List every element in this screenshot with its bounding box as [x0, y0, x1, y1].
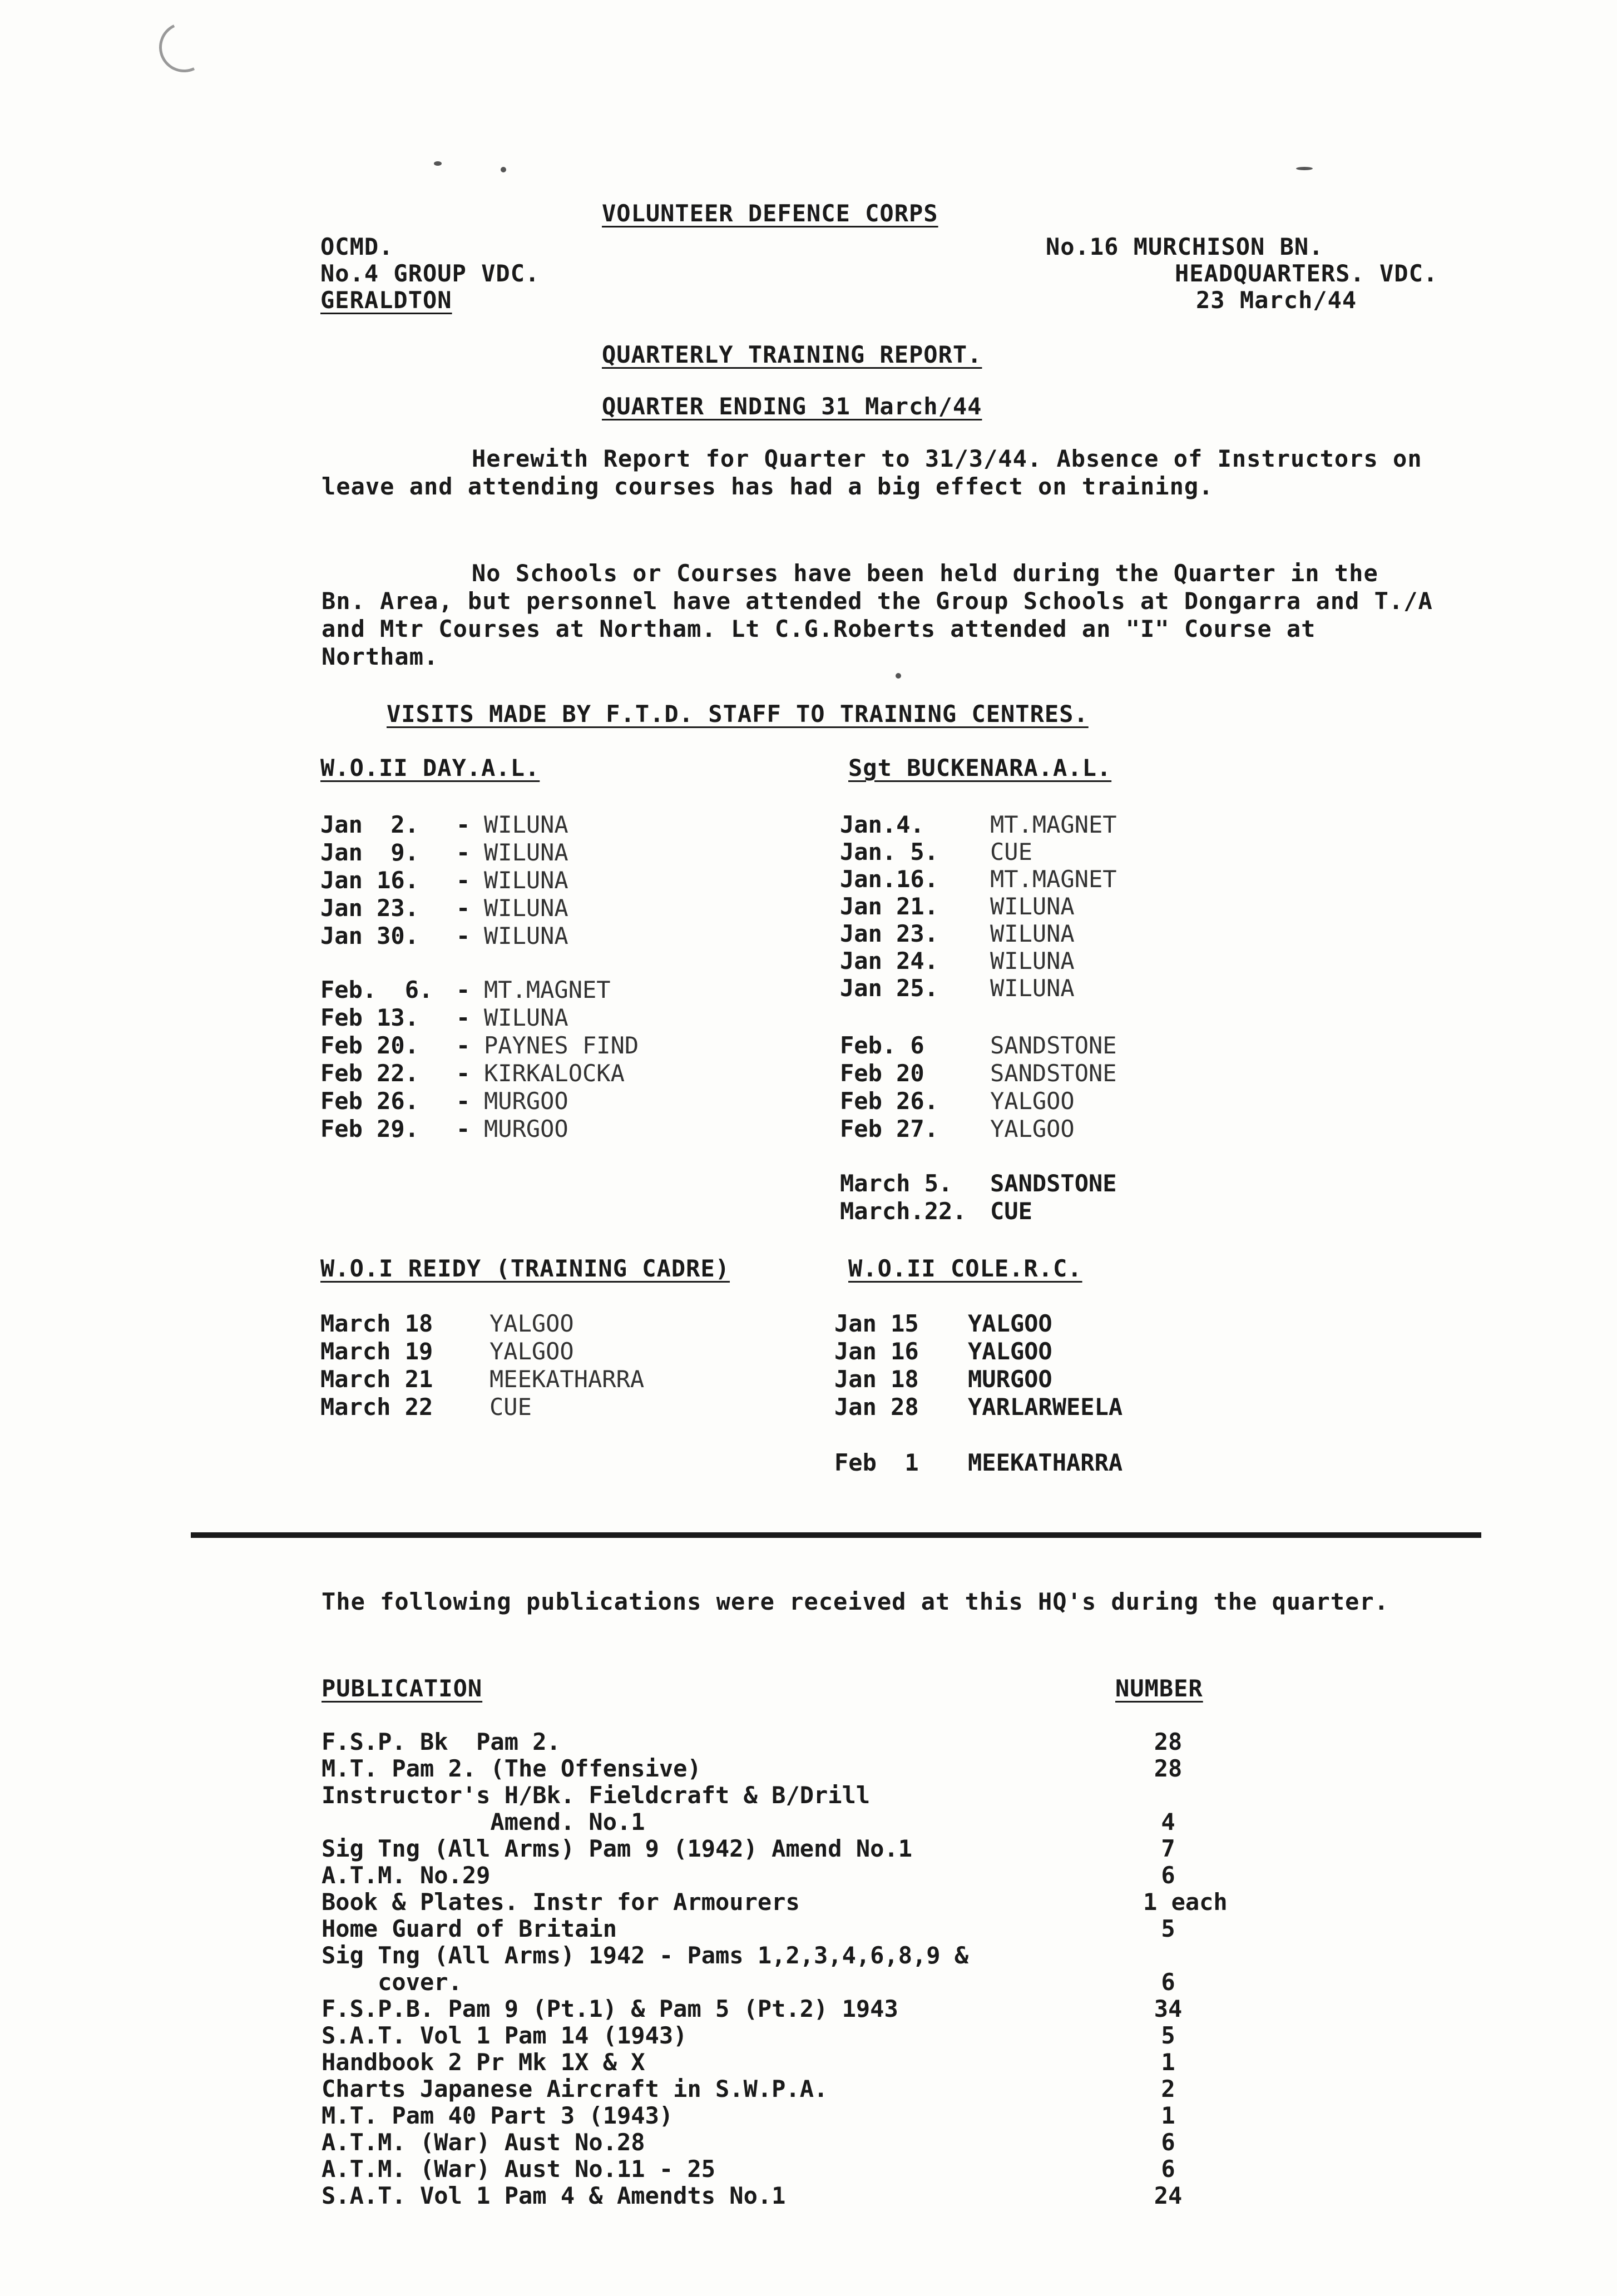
visit-date: Feb. 6. — [320, 976, 433, 1003]
visit-date: Feb 20 — [840, 1060, 924, 1087]
publication-title: Book & Plates. Instr for Armourers — [322, 1888, 800, 1916]
visit-place: WILUNA — [990, 893, 1075, 920]
visit-date: Feb 27. — [840, 1115, 939, 1142]
paragraph-1: Herewith Report for Quarter to 31/3/44. Absence of Instructors on leave and attending courses has had a big effect on training. — [322, 445, 1422, 500]
visit-separator: - — [456, 922, 471, 949]
visit-date: Feb 26. — [840, 1087, 939, 1115]
visit-place: CUE — [990, 1198, 1032, 1225]
visit-separator: - — [456, 811, 471, 838]
visit-date: Jan 16 — [834, 1338, 919, 1365]
publication-number: 1 each — [1143, 1888, 1228, 1916]
punch-hole-mark — [152, 15, 216, 79]
publication-title: Home Guard of Britain — [322, 1915, 617, 1942]
visit-date: Jan 24. — [840, 947, 939, 974]
publication-number: 6 — [1161, 1968, 1175, 1996]
speck — [1296, 167, 1313, 170]
visit-place: WILUNA — [484, 867, 568, 894]
report-title: QUARTERLY TRAINING REPORT. — [602, 341, 982, 368]
publication-title: S.A.T. Vol 1 Pam 14 (1943) — [322, 2022, 688, 2049]
visit-date: Jan 25. — [840, 974, 939, 1002]
publication-title: M.T. Pam 2. (The Offensive) — [322, 1755, 701, 1782]
visit-date: Jan 23. — [840, 920, 939, 947]
publication-column-header: PUBLICATION — [322, 1675, 483, 1702]
visit-date: Feb. 6 — [840, 1032, 924, 1059]
publication-title: S.A.T. Vol 1 Pam 4 & Amendts No.1 — [322, 2182, 786, 2209]
publication-title: Handbook 2 Pr Mk 1X & X — [322, 2048, 645, 2076]
visit-place: YARLARWEELA — [968, 1393, 1123, 1421]
header-right-line-1: No.16 MURCHISON BN. — [1046, 233, 1324, 260]
speck — [501, 167, 506, 172]
visit-date: March 19 — [320, 1338, 433, 1365]
visit-separator: - — [456, 1032, 471, 1059]
visit-place: YALGOO — [489, 1338, 574, 1365]
visit-place: SANDSTONE — [990, 1170, 1117, 1197]
visit-date: Jan 18 — [834, 1365, 919, 1393]
visit-date: Feb 22. — [320, 1060, 419, 1087]
report-subtitle: QUARTER ENDING 31 March/44 — [602, 393, 982, 420]
publication-title: cover. — [322, 1968, 462, 1996]
publication-title: A.T.M. (War) Aust No.11 - 25 — [322, 2155, 716, 2183]
visit-place: PAYNES FIND — [484, 1032, 639, 1059]
visit-date: Jan 15 — [834, 1310, 919, 1337]
visit-date: March 21 — [320, 1365, 433, 1393]
visit-place: WILUNA — [484, 922, 568, 949]
visit-place: WILUNA — [484, 894, 568, 922]
visit-separator: - — [456, 976, 471, 1003]
publication-title: Sig Tng (All Arms) Pam 9 (1942) Amend No.1 — [322, 1835, 913, 1862]
speck — [896, 673, 901, 679]
publication-title: Amend. No.1 — [322, 1808, 645, 1835]
visit-date: Jan. 5. — [840, 838, 939, 865]
visit-separator: - — [456, 1004, 471, 1031]
publication-number: 28 — [1154, 1728, 1183, 1755]
header-left-line-3: GERALDTON — [320, 286, 452, 314]
visit-date: Jan 16. — [320, 867, 419, 894]
publication-number: 7 — [1161, 1835, 1175, 1862]
visit-date: Jan 28 — [834, 1393, 919, 1421]
visit-date: Jan.4. — [840, 811, 924, 838]
visit-date: Feb 29. — [320, 1115, 419, 1142]
publication-number: 5 — [1161, 1915, 1175, 1942]
visit-date: Jan.16. — [840, 865, 939, 893]
publication-number: 6 — [1161, 1862, 1175, 1889]
visit-separator: - — [456, 1060, 471, 1087]
visit-place: MURGOO — [968, 1365, 1052, 1393]
visit-date: Jan 9. — [320, 839, 419, 866]
publication-title: A.T.M. (War) Aust No.28 — [322, 2129, 645, 2156]
visit-date: Feb 20. — [320, 1032, 419, 1059]
visit-date: Jan 2. — [320, 811, 419, 838]
publication-title: Sig Tng (All Arms) 1942 - Pams 1,2,3,4,6,8,9 & — [322, 1942, 969, 1969]
visit-place: YALGOO — [968, 1310, 1052, 1337]
visit-place: CUE — [990, 838, 1032, 865]
publication-number: 24 — [1154, 2182, 1183, 2209]
publication-number: 28 — [1154, 1755, 1183, 1782]
publication-number: 4 — [1161, 1808, 1175, 1835]
visit-separator: - — [456, 867, 471, 894]
publication-number: 6 — [1161, 2155, 1175, 2183]
visit-place: YALGOO — [990, 1087, 1075, 1115]
header-left-line-2: No.4 GROUP VDC. — [320, 260, 540, 287]
header-left-line-1: OCMD. — [320, 233, 394, 260]
visit-date: Jan 21. — [840, 893, 939, 920]
visit-separator: - — [456, 894, 471, 922]
visit-date: March 18 — [320, 1310, 433, 1337]
visit-place: SANDSTONE — [990, 1032, 1117, 1059]
publication-number: 1 — [1161, 2102, 1175, 2129]
corps-heading: VOLUNTEER DEFENCE CORPS — [602, 200, 938, 227]
visit-place: WILUNA — [484, 811, 568, 838]
visit-place: MURGOO — [484, 1115, 568, 1142]
publication-title: Charts Japanese Aircraft in S.W.P.A. — [322, 2075, 828, 2102]
publication-number: 6 — [1161, 2129, 1175, 2156]
section-divider — [191, 1532, 1481, 1538]
publication-number: 5 — [1161, 2022, 1175, 2049]
visit-date: March.22. — [840, 1198, 967, 1225]
visit-place: KIRKALOCKA — [484, 1060, 625, 1087]
header-right-line-3: 23 March/44 — [1196, 286, 1357, 314]
visit-place: YALGOO — [968, 1338, 1052, 1365]
visit-separator: - — [456, 1115, 471, 1142]
visit-date: Jan 23. — [320, 894, 419, 922]
visit-place: WILUNA — [990, 947, 1075, 974]
publication-title: F.S.P.B. Pam 9 (Pt.1) & Pam 5 (Pt.2) 1943 — [322, 1995, 898, 2022]
publication-title: M.T. Pam 40 Part 3 (1943) — [322, 2102, 674, 2129]
publications-intro: The following publications were received at this HQ's during the quarter. — [322, 1588, 1389, 1615]
paragraph-2: No Schools or Courses have been held during the Quarter in the Bn. Area, but personnel have attended the Group Schools at Dongarra and T./A and Mtr Courses at Northam. Lt C.G.Roberts attended an "I" Course at Northam. — [322, 560, 1433, 670]
visit-place: MEEKATHARRA — [489, 1365, 645, 1393]
visit-date: Feb 13. — [320, 1004, 419, 1031]
visit-place: SANDSTONE — [990, 1060, 1117, 1087]
publication-title: F.S.P. Bk Pam 2. — [322, 1728, 561, 1755]
day-heading: W.O.II DAY.A.L. — [320, 754, 540, 781]
number-column-header: NUMBER — [1115, 1675, 1203, 1702]
publication-title: A.T.M. No.29 — [322, 1862, 491, 1889]
visit-place: CUE — [489, 1393, 532, 1421]
publication-number: 34 — [1154, 1995, 1183, 2022]
visit-date: Feb 1 — [834, 1449, 919, 1476]
visits-heading: VISITS MADE BY F.T.D. STAFF TO TRAINING CENTRES. — [387, 700, 1089, 728]
visit-date: Jan 30. — [320, 922, 419, 949]
buckenara-heading: Sgt BUCKENARA.A.L. — [848, 754, 1112, 781]
visit-place: WILUNA — [484, 1004, 568, 1031]
header-right-line-2: HEADQUARTERS. VDC. — [1175, 260, 1438, 287]
visit-place: MT.MAGNET — [990, 811, 1117, 838]
cole-heading: W.O.II COLE.R.C. — [848, 1255, 1082, 1282]
visit-separator: - — [456, 839, 471, 866]
publication-number: 1 — [1161, 2048, 1175, 2076]
reidy-heading: W.O.I REIDY (TRAINING CADRE) — [320, 1255, 730, 1282]
visit-place: MURGOO — [484, 1087, 568, 1115]
visit-place: MT.MAGNET — [990, 865, 1117, 893]
visit-separator: - — [456, 1087, 471, 1115]
visit-place: WILUNA — [990, 920, 1075, 947]
visit-date: March 5. — [840, 1170, 953, 1197]
visit-place: YALGOO — [990, 1115, 1075, 1142]
visit-date: Feb 26. — [320, 1087, 419, 1115]
visit-place: WILUNA — [990, 974, 1075, 1002]
visit-place: MT.MAGNET — [484, 976, 611, 1003]
speck — [434, 161, 442, 166]
visit-place: WILUNA — [484, 839, 568, 866]
visit-place: YALGOO — [489, 1310, 574, 1337]
visit-place: MEEKATHARRA — [968, 1449, 1123, 1476]
publication-title: Instructor's H/Bk. Fieldcraft & B/Drill — [322, 1782, 871, 1809]
visit-date: March 22 — [320, 1393, 433, 1421]
publication-number: 2 — [1161, 2075, 1175, 2102]
